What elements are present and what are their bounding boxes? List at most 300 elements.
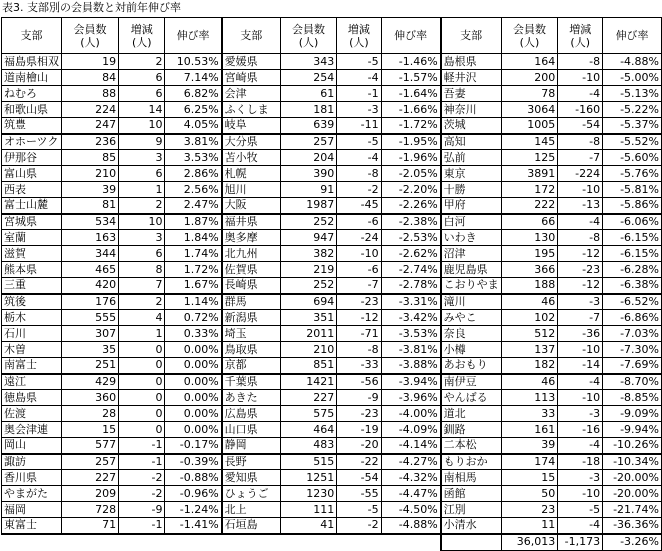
- member-change: -3: [337, 102, 381, 118]
- totals-row: [2, 534, 662, 551]
- member-change: -7: [558, 150, 603, 166]
- branch-name: 岐阜: [222, 118, 281, 134]
- branch-name: 南相馬: [441, 470, 502, 486]
- branch-name: 栃木: [2, 310, 62, 326]
- header-growth-2: 伸び率: [381, 18, 441, 54]
- member-change: 1: [119, 326, 165, 342]
- member-count: 344: [62, 246, 119, 262]
- blank-cell: [62, 534, 119, 551]
- member-count: 512: [501, 326, 558, 342]
- growth-rate: -10.26%: [603, 438, 662, 454]
- branch-name: 神奈川: [441, 102, 502, 118]
- header-growth-1: 伸び率: [165, 18, 222, 54]
- member-change: -23: [558, 262, 603, 278]
- member-count: 429: [62, 374, 119, 390]
- growth-rate: -2.26%: [381, 198, 441, 214]
- member-change: -8: [558, 54, 603, 70]
- member-count: 534: [62, 214, 119, 230]
- branch-name: 石川: [2, 326, 62, 342]
- branch-name: 伊那谷: [2, 150, 62, 166]
- member-count: 3891: [501, 166, 558, 182]
- member-change: -36: [558, 326, 603, 342]
- member-count: 1987: [280, 198, 336, 214]
- member-count: 3064: [501, 102, 558, 118]
- member-count: 39: [501, 438, 558, 454]
- growth-rate: -6.86%: [603, 310, 662, 326]
- branch-name: オホーツク: [2, 134, 62, 150]
- member-change: -54: [337, 470, 381, 486]
- member-change: -1: [119, 454, 165, 470]
- growth-rate: 7.14%: [165, 70, 222, 86]
- member-count: 210: [62, 166, 119, 182]
- member-count: 145: [501, 134, 558, 150]
- growth-rate: -4.32%: [381, 470, 441, 486]
- table-row: [2, 422, 662, 438]
- member-change: -6: [337, 214, 381, 230]
- member-change: -20: [337, 438, 381, 454]
- growth-rate: -2.38%: [381, 214, 441, 230]
- member-change: -12: [558, 278, 603, 294]
- branch-name: 宮城県: [2, 214, 62, 230]
- header-change-line1: 増減: [347, 22, 370, 36]
- header-change-line1: 増減: [569, 22, 592, 36]
- member-count: 200: [501, 70, 558, 86]
- branch-name: 苫小牧: [222, 150, 281, 166]
- growth-rate: -3.81%: [381, 342, 441, 358]
- total-members: 36,013: [501, 534, 558, 551]
- member-count: 39: [62, 182, 119, 198]
- member-count: 1251: [280, 470, 336, 486]
- member-count: 113: [501, 390, 558, 406]
- member-change: -19: [337, 422, 381, 438]
- branch-name: みやこ: [441, 310, 502, 326]
- branch-name: 吾妻: [441, 86, 502, 102]
- growth-rate: 1.87%: [165, 214, 222, 230]
- member-change: -1: [119, 518, 165, 534]
- table-row: [2, 438, 662, 454]
- branch-name: 宮崎県: [222, 70, 281, 86]
- member-count: 351: [280, 310, 336, 326]
- branch-name: 奥多摩: [222, 230, 281, 246]
- branch-name: 道南檜山: [2, 70, 62, 86]
- table-row: [2, 486, 662, 502]
- member-count: 694: [280, 294, 336, 310]
- member-change: -160: [558, 102, 603, 118]
- member-count: 46: [501, 374, 558, 390]
- member-change: -45: [337, 198, 381, 214]
- branch-name: もりおか: [441, 454, 502, 470]
- branch-name: 南富士: [2, 358, 62, 374]
- member-change: 2: [119, 198, 165, 214]
- member-change: 0: [119, 374, 165, 390]
- header-members-line2: (人): [80, 35, 100, 49]
- member-change: -23: [337, 294, 381, 310]
- member-change: -3: [558, 406, 603, 422]
- table-row: [2, 390, 662, 406]
- branch-name: ひょうご: [222, 486, 281, 502]
- growth-rate: -7.30%: [603, 342, 662, 358]
- growth-rate: -0.17%: [165, 438, 222, 454]
- growth-rate: -1.24%: [165, 502, 222, 518]
- member-count: 390: [280, 166, 336, 182]
- branch-name: 滝川: [441, 294, 502, 310]
- member-count: 307: [62, 326, 119, 342]
- growth-rate: -5.76%: [603, 166, 662, 182]
- member-count: 227: [280, 390, 336, 406]
- member-count: 254: [280, 70, 336, 86]
- member-change: -4: [558, 518, 603, 534]
- growth-rate: -4.50%: [381, 502, 441, 518]
- member-count: 172: [501, 182, 558, 198]
- branch-name: 三重: [2, 278, 62, 294]
- branch-name: 北上: [222, 502, 281, 518]
- member-count: 204: [280, 150, 336, 166]
- branch-name: 筑後: [2, 294, 62, 310]
- member-change: -54: [558, 118, 603, 134]
- branch-name: 東富士: [2, 518, 62, 534]
- blank-cell: [280, 534, 336, 551]
- table-row: [2, 342, 662, 358]
- branch-name: 札幌: [222, 166, 281, 182]
- table-row: [2, 374, 662, 390]
- growth-rate: -2.74%: [381, 262, 441, 278]
- table-row: [2, 262, 662, 278]
- growth-rate: -4.47%: [381, 486, 441, 502]
- branch-name: 福岡: [2, 502, 62, 518]
- branch-name: 大阪: [222, 198, 281, 214]
- growth-rate: -9.94%: [603, 422, 662, 438]
- member-count: 252: [280, 214, 336, 230]
- branch-name: 徳島県: [2, 390, 62, 406]
- header-change-3: [558, 18, 603, 54]
- growth-rate: -1.57%: [381, 70, 441, 86]
- branch-name: 南伊豆: [441, 374, 502, 390]
- member-change: 0: [119, 358, 165, 374]
- member-change: 1: [119, 182, 165, 198]
- growth-rate: 1.67%: [165, 278, 222, 294]
- growth-rate: 1.14%: [165, 294, 222, 310]
- growth-rate: -5.86%: [603, 198, 662, 214]
- member-change: -13: [558, 198, 603, 214]
- header-members-line1: 会員数: [512, 22, 546, 36]
- growth-rate: -4.14%: [381, 438, 441, 454]
- table-row: [2, 70, 662, 86]
- growth-rate: -6.15%: [603, 246, 662, 262]
- branch-name: 沼津: [441, 246, 502, 262]
- growth-rate: -0.88%: [165, 470, 222, 486]
- member-count: 161: [501, 422, 558, 438]
- branch-name: 小樽: [441, 342, 502, 358]
- member-change: -3: [558, 470, 603, 486]
- growth-rate: -10.34%: [603, 454, 662, 470]
- branch-name: 奥会津連: [2, 422, 62, 438]
- member-change: -1: [337, 86, 381, 102]
- growth-rate: -1.41%: [165, 518, 222, 534]
- table-title: 表3. 支部別の会員数と対前年伸び率: [2, 1, 181, 14]
- growth-rate: -5.00%: [603, 70, 662, 86]
- member-count: 515: [280, 454, 336, 470]
- growth-rate: 10.53%: [165, 54, 222, 70]
- growth-rate: -4.88%: [603, 54, 662, 70]
- member-count: 343: [280, 54, 336, 70]
- member-count: 222: [501, 198, 558, 214]
- branch-name: 佐賀県: [222, 262, 281, 278]
- header-change-2: [337, 18, 381, 54]
- member-count: 577: [62, 438, 119, 454]
- member-change: 6: [119, 86, 165, 102]
- member-count: 257: [62, 454, 119, 470]
- branch-name: 十勝: [441, 182, 502, 198]
- growth-rate: -1.66%: [381, 102, 441, 118]
- growth-rate: -5.60%: [603, 150, 662, 166]
- member-count: 84: [62, 70, 119, 86]
- blank-cell: [337, 534, 381, 551]
- member-change: -7: [337, 278, 381, 294]
- member-change: 10: [119, 214, 165, 230]
- branch-name: 白河: [441, 214, 502, 230]
- header-row: [2, 18, 662, 54]
- header-members-line2: (人): [298, 35, 319, 49]
- branch-name: 会津: [222, 86, 281, 102]
- branch-name: 福井県: [222, 214, 281, 230]
- table-row: [2, 294, 662, 310]
- member-change: -10: [558, 182, 603, 198]
- blank-cell: [165, 534, 222, 551]
- growth-rate: 2.56%: [165, 182, 222, 198]
- member-count: 1005: [501, 118, 558, 134]
- table-row: [2, 214, 662, 230]
- growth-rate: 2.86%: [165, 166, 222, 182]
- header-branch-3: 支部: [441, 18, 502, 54]
- member-change: -2: [337, 518, 381, 534]
- member-change: -5: [337, 502, 381, 518]
- growth-rate: -1.64%: [381, 86, 441, 102]
- growth-rate: -1.96%: [381, 150, 441, 166]
- table-row: [2, 502, 662, 518]
- branch-name: 和歌山県: [2, 102, 62, 118]
- branch-name: 熊本県: [2, 262, 62, 278]
- member-change: -9: [119, 502, 165, 518]
- member-count: 252: [280, 278, 336, 294]
- member-change: -7: [558, 310, 603, 326]
- member-count: 366: [501, 262, 558, 278]
- blank-cell: [381, 534, 441, 551]
- branch-name: 鳥取県: [222, 342, 281, 358]
- member-count: 251: [62, 358, 119, 374]
- growth-rate: -1.72%: [381, 118, 441, 134]
- branch-name: 室蘭: [2, 230, 62, 246]
- member-count: 81: [62, 198, 119, 214]
- member-count: 188: [501, 278, 558, 294]
- growth-rate: -6.06%: [603, 214, 662, 230]
- growth-rate: -6.28%: [603, 262, 662, 278]
- member-change: 2: [119, 294, 165, 310]
- growth-rate: -5.52%: [603, 134, 662, 150]
- header-change-line2: (人): [131, 35, 152, 49]
- growth-rate: -3.42%: [381, 310, 441, 326]
- member-change: -224: [558, 166, 603, 182]
- member-count: 2011: [280, 326, 336, 342]
- branch-name: 西表: [2, 182, 62, 198]
- growth-rate: 4.05%: [165, 118, 222, 134]
- growth-rate: -20.00%: [603, 470, 662, 486]
- branch-name: 諏訪: [2, 454, 62, 470]
- member-count: 181: [280, 102, 336, 118]
- table-row: [2, 182, 662, 198]
- member-change: 7: [119, 278, 165, 294]
- growth-rate: -5.37%: [603, 118, 662, 134]
- member-count: 728: [62, 502, 119, 518]
- growth-rate: 1.84%: [165, 230, 222, 246]
- member-change: -3: [558, 294, 603, 310]
- branch-name: 新潟県: [222, 310, 281, 326]
- member-change: -8: [558, 134, 603, 150]
- member-change: -2: [119, 486, 165, 502]
- member-change: -8: [337, 166, 381, 182]
- branch-name: 茨城: [441, 118, 502, 134]
- branch-name: 京都: [222, 358, 281, 374]
- table-row: [2, 150, 662, 166]
- growth-rate: 0.33%: [165, 326, 222, 342]
- member-count: 71: [62, 518, 119, 534]
- member-count: 23: [501, 502, 558, 518]
- growth-rate: 0.00%: [165, 406, 222, 422]
- branch-name: やんばる: [441, 390, 502, 406]
- branch-name: 静岡: [222, 438, 281, 454]
- branch-name: やまがた: [2, 486, 62, 502]
- member-change: -4: [558, 214, 603, 230]
- growth-rate: -4.00%: [381, 406, 441, 422]
- growth-rate: -8.85%: [603, 390, 662, 406]
- member-change: 0: [119, 406, 165, 422]
- member-count: 130: [501, 230, 558, 246]
- member-change: -10: [558, 70, 603, 86]
- header-change-line1: 増減: [130, 22, 153, 36]
- member-count: 219: [280, 262, 336, 278]
- table-row: [2, 310, 662, 326]
- branch-name: ねむろ: [2, 86, 62, 102]
- growth-rate: -7.03%: [603, 326, 662, 342]
- member-count: 947: [280, 230, 336, 246]
- member-change: -5: [337, 134, 381, 150]
- member-count: 46: [501, 294, 558, 310]
- member-change: -71: [337, 326, 381, 342]
- member-change: -10: [558, 486, 603, 502]
- branch-name: こおりやま: [441, 278, 502, 294]
- header-members-line1: 会員数: [73, 22, 107, 36]
- table-row: [2, 326, 662, 342]
- growth-rate: -6.15%: [603, 230, 662, 246]
- member-change: -1: [119, 438, 165, 454]
- member-count: 465: [62, 262, 119, 278]
- branch-name: 富士山麓: [2, 198, 62, 214]
- branch-name: 小清水: [441, 518, 502, 534]
- branch-name: 旭川: [222, 182, 281, 198]
- growth-rate: -20.00%: [603, 486, 662, 502]
- member-change: -4: [558, 86, 603, 102]
- table-row: [2, 470, 662, 486]
- growth-rate: -5.22%: [603, 102, 662, 118]
- header-members-2: [280, 18, 336, 54]
- table-row: [2, 54, 662, 70]
- member-count: 236: [62, 134, 119, 150]
- member-change: -2: [119, 470, 165, 486]
- member-change: -4: [558, 374, 603, 390]
- branch-name: 東京: [441, 166, 502, 182]
- growth-rate: -0.96%: [165, 486, 222, 502]
- member-count: 464: [280, 422, 336, 438]
- branch-name: あきた: [222, 390, 281, 406]
- branch-name: 高知: [441, 134, 502, 150]
- member-change: -5: [558, 502, 603, 518]
- member-count: 91: [280, 182, 336, 198]
- member-change: -23: [337, 406, 381, 422]
- member-change: 0: [119, 390, 165, 406]
- member-count: 247: [62, 118, 119, 134]
- branch-name: 群馬: [222, 294, 281, 310]
- member-count: 164: [501, 54, 558, 70]
- growth-rate: -3.31%: [381, 294, 441, 310]
- table-row: [2, 518, 662, 534]
- member-count: 15: [501, 470, 558, 486]
- branch-name: 愛媛県: [222, 54, 281, 70]
- member-change: -18: [558, 454, 603, 470]
- growth-rate: -3.96%: [381, 390, 441, 406]
- branch-name: 愛知県: [222, 470, 281, 486]
- member-count: 125: [501, 150, 558, 166]
- branch-name: あおもり: [441, 358, 502, 374]
- member-count: 257: [280, 134, 336, 150]
- growth-rate: -6.52%: [603, 294, 662, 310]
- header-change-line2: (人): [570, 35, 590, 49]
- branch-name: 北九州: [222, 246, 281, 262]
- member-count: 15: [62, 422, 119, 438]
- branch-name: 軽井沢: [441, 70, 502, 86]
- member-count: 50: [501, 486, 558, 502]
- member-change: 4: [119, 310, 165, 326]
- member-change: -11: [337, 118, 381, 134]
- growth-rate: 3.53%: [165, 150, 222, 166]
- member-count: 61: [280, 86, 336, 102]
- branch-name: 山口県: [222, 422, 281, 438]
- table-row: [2, 86, 662, 102]
- header-members-3: [501, 18, 558, 54]
- header-change-line2: (人): [349, 35, 369, 49]
- growth-rate: -21.74%: [603, 502, 662, 518]
- member-change: -8: [558, 230, 603, 246]
- branch-name: 長崎県: [222, 278, 281, 294]
- header-change-1: [119, 18, 165, 54]
- branch-name: 江別: [441, 502, 502, 518]
- growth-rate: 0.00%: [165, 374, 222, 390]
- member-count: 382: [280, 246, 336, 262]
- header-members-1: [62, 18, 119, 54]
- blank-cell: [2, 534, 62, 551]
- table-row: [2, 230, 662, 246]
- growth-rate: -6.38%: [603, 278, 662, 294]
- member-change: 3: [119, 230, 165, 246]
- growth-rate: 0.00%: [165, 342, 222, 358]
- table-row: [2, 246, 662, 262]
- branch-name: 木曽: [2, 342, 62, 358]
- table-row: [2, 198, 662, 214]
- member-count: 851: [280, 358, 336, 374]
- branch-name: 釧路: [441, 422, 502, 438]
- table-row: [2, 358, 662, 374]
- table-row: [2, 454, 662, 470]
- member-change: -9: [337, 390, 381, 406]
- member-count: 182: [501, 358, 558, 374]
